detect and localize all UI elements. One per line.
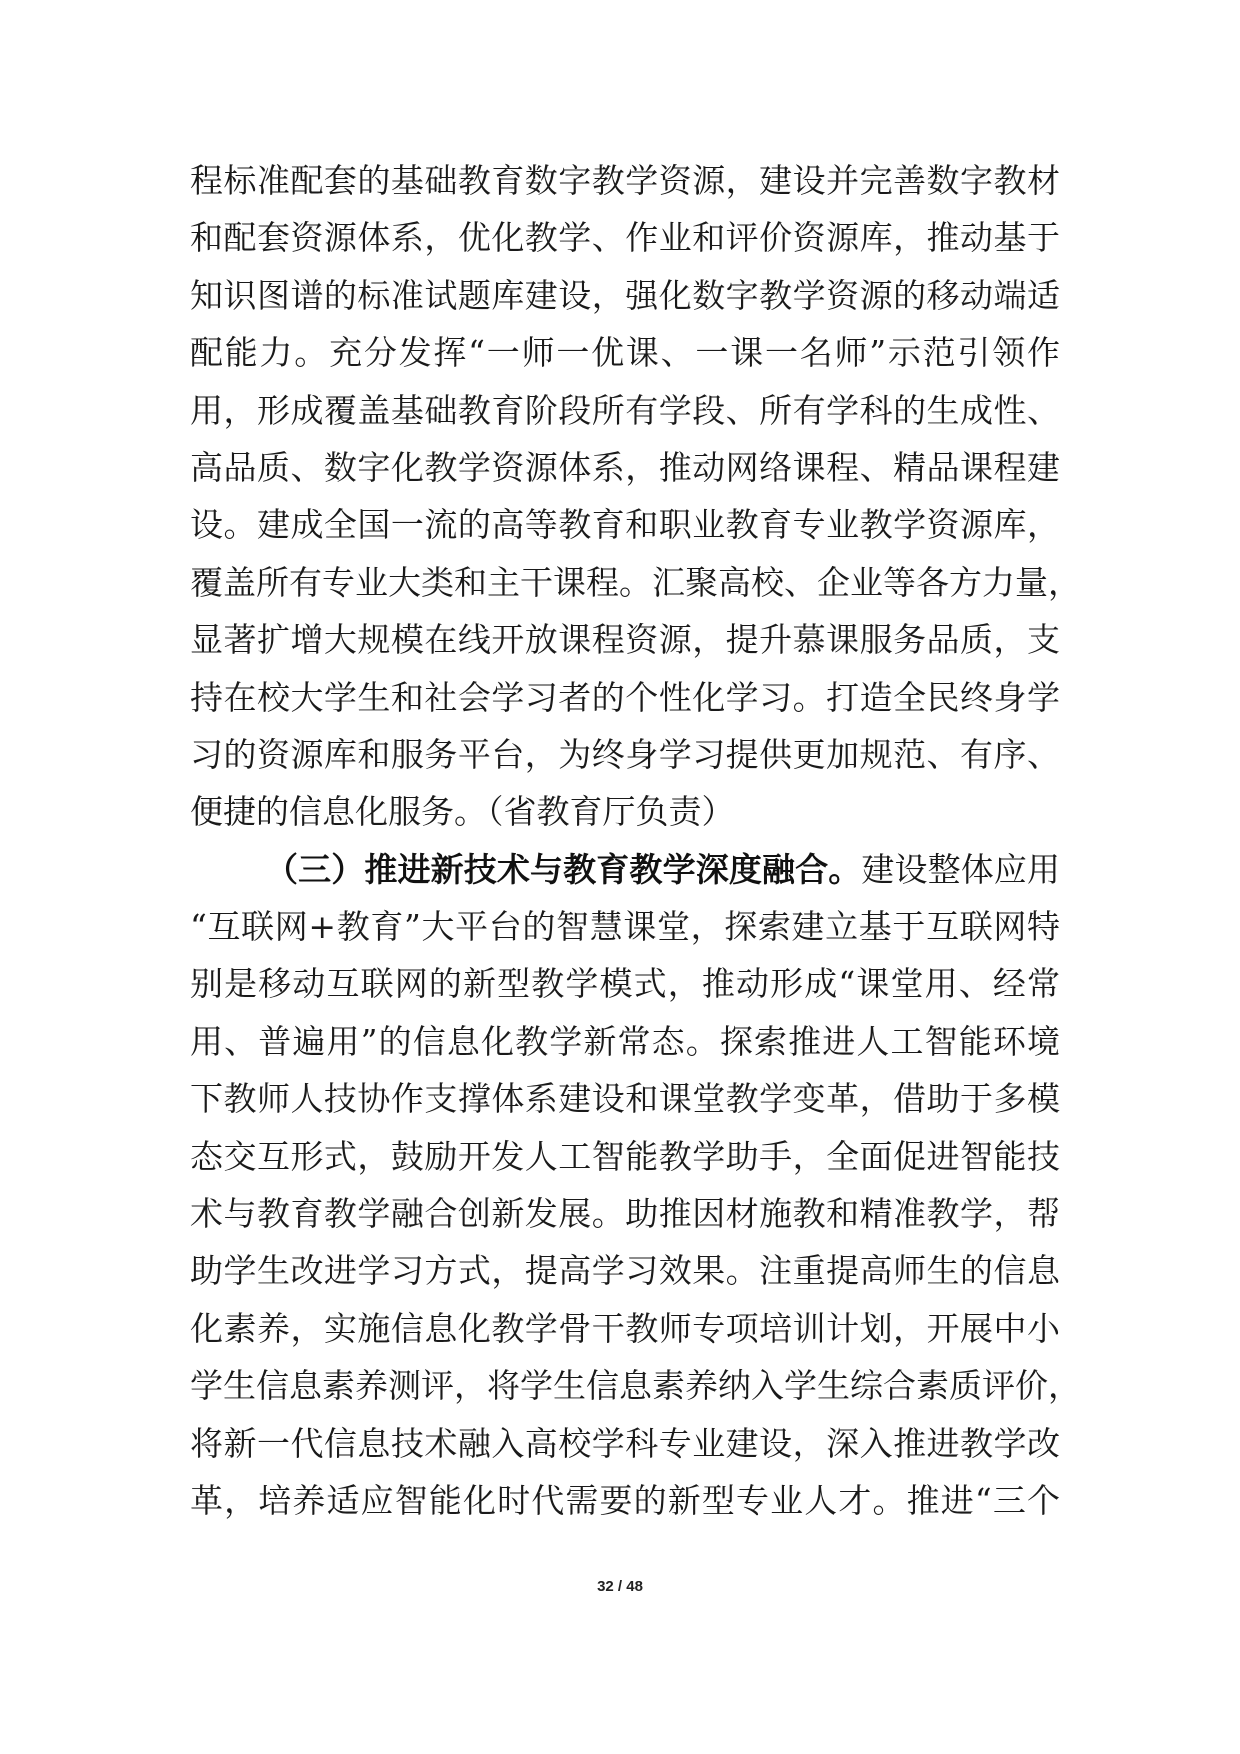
section-heading-line (190, 841, 1060, 898)
paragraph-line: 术与教育教学融合创新发展。助推因材施教和精准教学，帮 (190, 1194, 1060, 1234)
paragraph-line: 学生信息素养测评，将学生信息素养纳入学生综合素质评价， (190, 1366, 1081, 1406)
paragraph-line: 显著扩增大规模在线开放课程资源，提升慕课服务品质，支 (190, 620, 1060, 660)
paragraph-line: 革，培养适应智能化时代需要的新型专业人才。推进“三个 (190, 1480, 1060, 1520)
paragraph-line: 助学生改进学习方式，提高学习效果。注重提高师生的信息 (190, 1251, 1060, 1291)
paragraph-line: 别是移动互联网的新型教学模式，推动形成“课堂用、经常 (190, 964, 1060, 1004)
paragraph-line: 用、普遍用”的信息化教学新常态。探索推进人工智能环境 (190, 1021, 1060, 1061)
paragraph-line: 知识图谱的标准试题库建设，强化数字教学资源的移动端适 (190, 275, 1060, 315)
paragraph-line: “互联网+教育”大平台的智慧课堂，探索建立基于互联网特 (190, 907, 1060, 947)
paragraph-line: 用，形成覆盖基础教育阶段所有学段、所有学科的生成性、 (190, 390, 1060, 430)
section-heading: （三）推进新技术与教育教学深度融合。 (265, 849, 862, 889)
paragraph-line: 和配套资源体系，优化教学、作业和评价资源库，推动基于 (190, 218, 1060, 258)
section-heading-rest: 建设整体应用 (861, 849, 1061, 889)
paragraph-line: 化素养，实施信息化教学骨干教师专项培训计划，开展中小 (190, 1308, 1060, 1348)
body-text (190, 152, 1081, 1529)
page-number: 32 / 48 (597, 1578, 643, 1595)
paragraph-line: 便捷的信息化服务。（省教育厅负责） (190, 792, 735, 832)
paragraph-line: 将新一代信息技术融入高校学科专业建设，深入推进教学改 (190, 1423, 1060, 1463)
paragraph-line: 高品质、数字化教学资源体系，推动网络课程、精品课程建 (190, 447, 1060, 487)
paragraph-line: 持在校大学生和社会学习者的个性化学习。打造全民终身学 (190, 677, 1060, 717)
paragraph-line: 态交互形式，鼓励开发人工智能教学助手，全面促进智能技 (190, 1136, 1060, 1176)
paragraph-line: 习的资源库和服务平台，为终身学习提供更加规范、有序、 (190, 734, 1060, 774)
paragraph-line: 设。建成全国一流的高等教育和职业教育专业教学资源库， (190, 505, 1060, 545)
paragraph-line: 覆盖所有专业大类和主干课程。汇聚高校、企业等各方力量， (190, 562, 1081, 602)
paragraph-line: 程标准配套的基础教育数字教学资源，建设并完善数字教材 (190, 161, 1060, 200)
paragraph-line: 下教师人技协作支撑体系建设和课堂教学变革，借助于多模 (190, 1079, 1060, 1119)
paragraph-line: 配能力。充分发挥“一师一优课、一课一名师”示范引领作 (190, 333, 1060, 373)
